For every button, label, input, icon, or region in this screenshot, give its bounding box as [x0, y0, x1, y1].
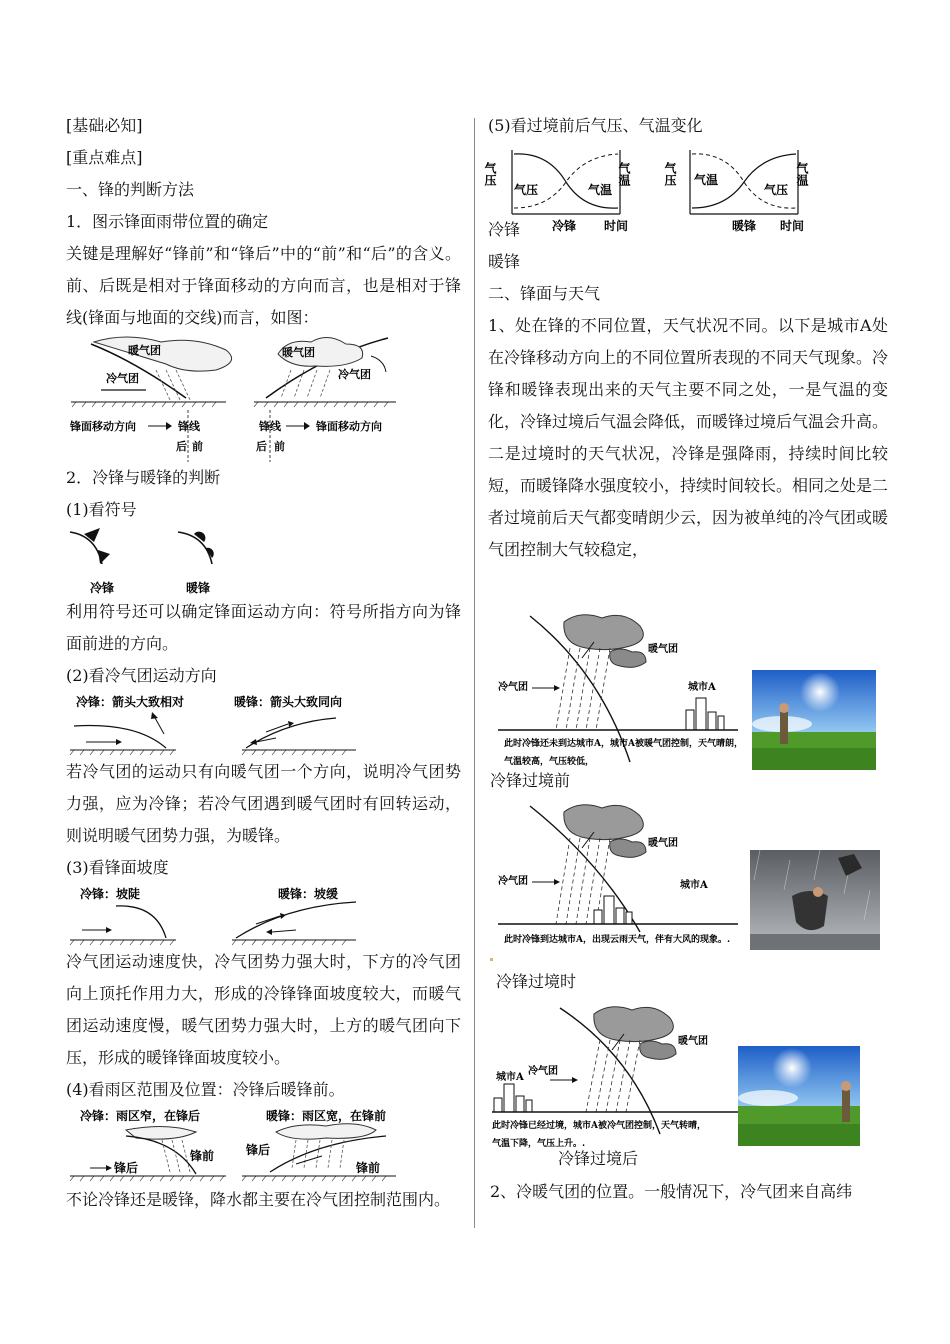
cold-rain-label: 冷锋：雨区窄，在锋后	[80, 1109, 201, 1123]
scene2-caption: 此时冷锋到达城市A，出现云雨天气，伴有大风的现象。.	[504, 935, 731, 945]
time-label-2: 时间	[780, 219, 805, 233]
front-slope-figure	[66, 884, 461, 946]
sub-5-heading: (5)看过境前后气压、气温变化	[488, 116, 703, 135]
cold-air-label-2: 冷气团	[338, 368, 371, 381]
scene2-warm-air-label: 暖气团	[648, 838, 678, 849]
warm-front-symbol-label: 暖锋	[186, 581, 211, 595]
paragraph-3: 若冷气团的运动只有向暖气团一个方向，说明冷气团势力强，应为冷锋；若冷气团遇到暖气团时有回转运动，则说明暖气团势力强，为暖锋。	[66, 762, 461, 845]
front-line-label-2: 锋线	[259, 420, 281, 433]
paragraph-1: 关键是理解好“锋前”和“锋后”中的“前”和“后”的含义。前、后既是相对于锋面移动的方向而言，也是相对于锋线(锋面与地面的交线)而言，如图：	[66, 244, 461, 327]
warm-air-label-2: 暖气团	[282, 346, 315, 359]
move-direction-label-1: 锋面移动方向	[70, 420, 136, 433]
time-label-1: 时间	[604, 219, 629, 233]
paragraph-4: 冷气团运动速度快，冷气团势力强大时，下方的冷气团向上顶托作用力大，形成的冷锋锋面坡度较大，而暖气团运动速度慢，暖气团势力强大时，上方的暖气团向下压，形成的暖锋锋面坡度较小。	[66, 952, 461, 1067]
warm-front-label: 暖锋	[488, 252, 521, 271]
column-divider	[474, 118, 475, 1228]
sub-1-heading: (1)看符号	[66, 500, 137, 519]
scene3-caption-b: 气温下降，气压上升。.	[492, 1139, 586, 1149]
scene-before-diagram	[490, 612, 743, 774]
sunny-photo-1	[752, 670, 876, 770]
before-label: 冷锋过境前	[490, 771, 571, 790]
paragraph-7: 2、冷暖气团的位置。一般情况下，冷气团来自高纬	[490, 1182, 853, 1201]
paragraph-5: 不论冷锋还是暖锋，降水都主要在冷气团控制范围内。	[66, 1190, 451, 1209]
air-motion-figure	[66, 692, 461, 756]
temperature-axis-label-2: 气温	[795, 162, 809, 186]
scene1-cold-air-label: 冷气团	[498, 682, 528, 693]
rain-area-figure	[66, 1106, 461, 1184]
paragraph-2: 利用符号还可以确定锋面运动方向：符号所指方向为锋面前进的方向。	[66, 602, 461, 653]
move-direction-label-2: 锋面移动方向	[316, 420, 382, 433]
front-before-label-2: 锋前	[356, 1161, 381, 1175]
item-1-heading: 1．图示锋面雨带位置的确定	[66, 212, 269, 231]
cold-front-symbol-label: 冷锋	[90, 581, 115, 595]
temperature-curve-label-1: 气温	[588, 183, 613, 197]
sunny-photo-2	[738, 1046, 860, 1146]
during-label: 冷锋过境时	[496, 972, 577, 991]
scene3-warm-air-label: 暖气团	[678, 1036, 708, 1047]
small-mark	[490, 958, 493, 961]
scene3-city-label: 城市A	[496, 1072, 524, 1083]
key-points-heading: [重点难点]	[66, 148, 143, 167]
sub-3-heading: (3)看锋面坡度	[66, 858, 169, 877]
front-before-label-1: 锋前	[190, 1149, 215, 1163]
sub-4-heading: (4)看雨区范围及位置：冷锋后暖锋前。	[66, 1080, 345, 1099]
scene3-caption-a: 此时冷锋已经过境，城市A被冷气团控制，天气转晴，	[492, 1121, 706, 1131]
paragraph-6: 1、处在锋的不同位置，天气状况不同。以下是城市A处在冷锋移动方向上的不同位置所表现的不同天气现象。冷锋和暖锋表现出来的天气主要不同之处，一是气温的变化，冷锋过境后气温会降低，而暖锋过境后气温会升高。二是过境时的天气状况，冷锋是强降雨，持续时间比较短，而暖锋降水强度较小，持续时间较长。相同之处是二者过境前后天气都变晴朗少云，因为被单纯的冷气团或暖气团控制大气较稳定，	[488, 316, 889, 559]
warm-motion-label: 暖锋：箭头大致同向	[234, 695, 343, 709]
temperature-curve-label-2: 气温	[694, 173, 719, 187]
front-after-label-2: 锋后	[246, 1143, 271, 1157]
section-2-heading: 二、锋面与天气	[488, 284, 601, 303]
scene-after-diagram	[490, 1004, 740, 1154]
after-label: 冷锋过境后	[558, 1149, 639, 1168]
cold-slope-label: 冷锋：坡陡	[80, 887, 141, 901]
cold-front-label: 冷锋	[488, 220, 521, 239]
basics-heading: [基础必知]	[66, 116, 143, 135]
scene3-cold-air-label: 冷气团	[528, 1066, 558, 1077]
cold-air-label-1: 冷气团	[106, 372, 139, 385]
front-line-label-1: 锋线	[178, 420, 200, 433]
warm-slope-label: 暖锋：坡缓	[278, 887, 339, 901]
scene2-city-label: 城市A	[680, 880, 708, 891]
scene1-caption-a: 此时冷锋还未到达城市A，城市A被暖气团控制，天气晴朗，	[504, 739, 743, 749]
front-label-2: 前	[274, 440, 285, 453]
right-column	[483, 110, 889, 566]
warm-front-graph-label: 暖锋	[732, 219, 757, 233]
scene1-caption-b: 气温较高，气压较低，	[504, 757, 595, 767]
pressure-axis-label-1: 气压	[483, 162, 497, 186]
front-symbols-figure	[66, 526, 461, 596]
warm-rain-label: 暖锋：雨区宽，在锋前	[266, 1109, 387, 1123]
stormy-photo	[750, 850, 880, 950]
cold-motion-label: 冷锋：箭头大致相对	[76, 695, 185, 709]
pressure-axis-label-2: 气压	[663, 162, 677, 186]
front-label-1: 前	[192, 440, 203, 453]
pressure-curve-label-2: 气压	[764, 183, 789, 197]
front-position-figure	[66, 334, 461, 462]
scene1-city-label: 城市A	[688, 682, 716, 693]
pressure-curve-label-1: 气压	[514, 183, 539, 197]
section-1-heading: 一、锋的判断方法	[66, 180, 195, 199]
scene2-cold-air-label: 冷气团	[498, 876, 528, 887]
front-after-label-1: 锋后	[114, 1161, 139, 1175]
cold-front-graph-label: 冷锋	[552, 219, 577, 233]
warm-air-label-1: 暖气团	[128, 344, 161, 357]
back-label-1: 后	[176, 440, 187, 453]
scene1-warm-air-label: 暖气团	[648, 644, 678, 655]
sub-2-heading: (2)看冷气团运动方向	[66, 666, 217, 685]
temperature-axis-label-1: 气温	[617, 162, 631, 186]
scene-during-diagram	[490, 802, 740, 952]
item-2-heading: 2．冷锋与暖锋的判断	[66, 468, 221, 487]
back-label-2: 后	[256, 440, 267, 453]
left-column	[66, 110, 461, 1216]
